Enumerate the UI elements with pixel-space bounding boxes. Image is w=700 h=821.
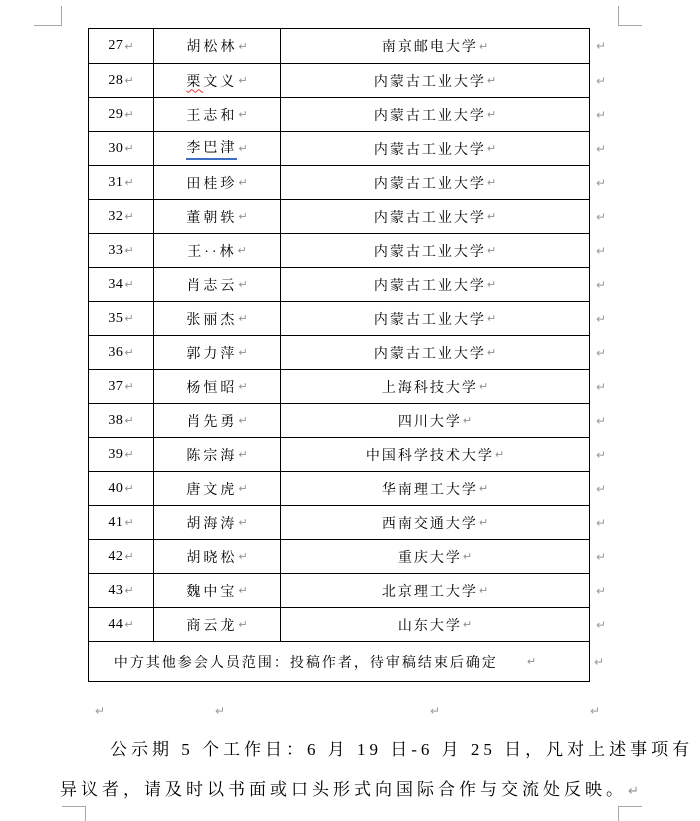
table-row — [89, 607, 606, 641]
university-name: 内蒙古工业大学 — [373, 176, 486, 192]
university-name: 华南理工大学 — [381, 482, 478, 498]
paragraph-mark-icon: ↵ — [238, 380, 248, 393]
paragraph-mark-icon: ↵ — [486, 244, 497, 257]
row-number: 38 — [108, 412, 124, 428]
table-row — [89, 573, 606, 607]
paragraph-mark-icon: ↵ — [238, 346, 248, 359]
row-number-cell — [89, 132, 153, 165]
name-cell — [153, 540, 280, 573]
paragraph-mark-icon: ↵ — [124, 482, 134, 495]
row-number-cell — [89, 166, 153, 199]
row-number-cell — [89, 336, 153, 369]
paragraph-mark-icon: ↵ — [124, 244, 134, 257]
row-number: 44 — [108, 616, 124, 632]
row-number-cell — [89, 370, 153, 403]
name-cell — [153, 438, 280, 471]
table-row — [89, 471, 606, 505]
table-row — [89, 267, 606, 301]
paragraph-mark-icon: ↵ — [486, 108, 497, 121]
name-cell — [153, 302, 280, 335]
paragraph-mark-icon: ↵ — [124, 448, 134, 461]
university-name: 内蒙古工业大学 — [373, 74, 486, 90]
paragraph-mark-icon: ↵ — [526, 655, 537, 668]
paragraph-mark-icon: ↵ — [486, 346, 497, 359]
university-cell — [280, 404, 589, 437]
university-name: 中国科学技术大学 — [365, 448, 494, 464]
participant-name: 魏中宝 — [186, 584, 238, 600]
paragraph-mark-icon: ↵ — [486, 312, 497, 325]
crop-mark-top-right — [618, 6, 642, 26]
row-number-cell — [89, 200, 153, 233]
university-cell — [280, 506, 589, 539]
university-name: 内蒙古工业大学 — [373, 278, 486, 294]
university-cell — [280, 268, 589, 301]
participant-name: 王··林 — [187, 244, 237, 260]
paragraph-mark-icon: ↵ — [124, 108, 134, 121]
university-cell — [280, 302, 589, 335]
table-row — [89, 301, 606, 335]
university-name: 西南交通大学 — [381, 516, 478, 532]
name-cell — [153, 200, 280, 233]
row-number-cell — [89, 574, 153, 607]
name-cell — [153, 336, 280, 369]
name-cell — [153, 29, 280, 63]
footer-note: 中方其他参会人员范围：投稿作者，待审稿结束后确定 — [113, 655, 498, 671]
row-end-mark-icon: ↵ — [595, 413, 606, 428]
university-cell — [280, 574, 589, 607]
crop-mark-top-left — [34, 6, 62, 26]
row-number: 33 — [108, 242, 124, 258]
closing-line-1: 公示期 5 个工作日：6 月 19 日-6 月 25 日，凡对上述事项有 — [110, 740, 694, 759]
row-end-mark-icon: ↵ — [595, 447, 606, 462]
paragraph-mark-icon: ↵ — [478, 39, 489, 53]
row-end-mark-icon: ↵ — [593, 654, 606, 669]
paragraph-mark-icon: ↵ — [478, 482, 489, 495]
row-end-mark-icon: ↵ — [595, 583, 606, 598]
university-name: 上海科技大学 — [381, 380, 478, 396]
row-number-cell — [89, 98, 153, 131]
row-end-mark-icon: ↵ — [590, 704, 601, 718]
row-end-mark-icon: ↵ — [595, 141, 606, 156]
name-cell — [153, 132, 280, 165]
name-cell — [153, 574, 280, 607]
row-number-cell — [89, 472, 153, 505]
table-row — [89, 29, 606, 63]
paragraph-mark-icon: ↵ — [124, 312, 134, 325]
participant-name: 李巴津 — [186, 137, 237, 160]
row-number-cell — [89, 608, 153, 641]
table-rows — [89, 29, 606, 641]
row-end-mark-icon: ↵ — [595, 379, 606, 394]
row-end-mark-icon: ↵ — [595, 39, 606, 53]
university-name: 南京邮电大学 — [381, 40, 478, 55]
paragraph-mark-icon: ↵ — [238, 142, 248, 155]
participant-name: 董朝轶 — [186, 210, 238, 226]
paragraph-mark-icon: ↵ — [238, 108, 248, 121]
university-name: 内蒙古工业大学 — [373, 108, 486, 124]
table-row — [89, 505, 606, 539]
row-end-mark-icon: ↵ — [595, 209, 606, 224]
university-name: 内蒙古工业大学 — [373, 210, 486, 226]
paragraph-mark-icon: ↵ — [124, 618, 134, 631]
paragraph-mark-icon: ↵ — [238, 414, 248, 427]
paragraph-mark-icon: ↵ — [237, 244, 247, 257]
row-number-cell — [89, 404, 153, 437]
row-end-mark-icon: ↵ — [595, 243, 606, 258]
table-row — [89, 335, 606, 369]
name-cell — [153, 506, 280, 539]
table-row — [89, 539, 606, 573]
paragraph-mark-icon: ↵ — [124, 74, 134, 87]
table-row — [89, 437, 606, 471]
paragraph-mark-icon: ↵ — [124, 346, 134, 359]
participant-name: 王志和 — [186, 108, 238, 124]
name-cell — [153, 370, 280, 403]
paragraph-mark-icon: ↵ — [238, 176, 248, 189]
closing-line-2 — [60, 770, 642, 810]
university-cell — [280, 608, 589, 641]
row-number: 35 — [108, 310, 124, 326]
paragraph-mark-icon: ↵ — [628, 784, 639, 799]
paragraph-mark-icon: ↵ — [486, 210, 497, 223]
paragraph-mark-icon: ↵ — [124, 142, 134, 155]
paragraph-mark-icon: ↵ — [124, 516, 134, 529]
paragraph-mark-icon: ↵ — [478, 584, 489, 597]
paragraph-mark-icon: ↵ — [238, 278, 248, 291]
university-cell — [280, 438, 589, 471]
row-number: 40 — [108, 480, 124, 496]
row-number: 34 — [108, 276, 124, 292]
paragraph-mark-icon: ↵ — [238, 39, 248, 53]
name-cell — [153, 404, 280, 437]
row-end-mark-icon: ↵ — [595, 277, 606, 292]
participant-name: 胡晓松 — [186, 550, 238, 566]
participant-name: 栗文义 — [186, 74, 238, 90]
table-row — [89, 199, 606, 233]
row-number-cell — [89, 438, 153, 471]
participant-name: 郭力萍 — [186, 346, 238, 362]
row-number-cell — [89, 29, 153, 63]
paragraph-mark-icon: ↵ — [124, 414, 134, 427]
row-end-mark-icon: ↵ — [595, 73, 606, 88]
name-cell — [153, 64, 280, 97]
row-end-mark-icon: ↵ — [595, 175, 606, 190]
row-number: 37 — [108, 378, 124, 394]
empty-line-formatting-marks — [0, 704, 700, 722]
row-number: 30 — [108, 140, 124, 156]
paragraph-mark-icon: ↵ — [124, 380, 134, 393]
name-cell — [153, 268, 280, 301]
row-number-cell — [89, 268, 153, 301]
university-name: 内蒙古工业大学 — [373, 244, 486, 260]
university-cell — [280, 540, 589, 573]
row-end-mark-icon: ↵ — [595, 107, 606, 122]
spellcheck-marked-char: 栗 — [186, 74, 204, 90]
university-name: 内蒙古工业大学 — [373, 346, 486, 362]
row-number-cell — [89, 302, 153, 335]
university-cell — [280, 234, 589, 267]
table-row — [89, 131, 606, 165]
name-cell — [153, 234, 280, 267]
row-number-cell — [89, 540, 153, 573]
participant-name: 张丽杰 — [186, 312, 238, 328]
university-cell — [280, 98, 589, 131]
paragraph-mark-icon: ↵ — [486, 142, 497, 155]
university-name: 内蒙古工业大学 — [373, 142, 486, 158]
table-row — [89, 403, 606, 437]
participant-name: 唐文虎 — [186, 482, 238, 498]
participants-table — [88, 28, 606, 682]
paragraph-mark-icon: ↵ — [486, 74, 497, 87]
table-row — [89, 97, 606, 131]
row-end-mark-icon: ↵ — [595, 617, 606, 632]
paragraph-mark-icon: ↵ — [486, 176, 497, 189]
paragraph-mark-icon: ↵ — [95, 704, 106, 718]
paragraph-mark-icon: ↵ — [215, 704, 226, 718]
paragraph-mark-icon: ↵ — [238, 312, 248, 325]
paragraph-mark-icon: ↵ — [486, 278, 497, 291]
name-cell — [153, 98, 280, 131]
closing-line-2-text: 异议者，请及时以书面或口头形式向国际合作与交流处反映。 — [60, 780, 627, 799]
row-number-cell — [89, 234, 153, 267]
university-name: 重庆大学 — [397, 550, 462, 566]
university-cell — [280, 166, 589, 199]
row-number: 27 — [108, 38, 124, 53]
university-cell — [280, 29, 589, 63]
row-number: 36 — [108, 344, 124, 360]
university-name: 山东大学 — [397, 618, 462, 634]
paragraph-mark-icon: ↵ — [238, 516, 248, 529]
name-cell — [153, 472, 280, 505]
participant-name: 商云龙 — [186, 618, 238, 634]
participant-name: 杨恒昭 — [186, 380, 238, 396]
paragraph-mark-icon: ↵ — [238, 210, 248, 223]
paragraph-mark-icon: ↵ — [124, 39, 134, 53]
university-cell — [280, 472, 589, 505]
row-number: 39 — [108, 446, 124, 462]
closing-paragraph — [60, 730, 694, 810]
paragraph-mark-icon: ↵ — [478, 380, 489, 393]
row-number: 41 — [108, 514, 124, 530]
paragraph-mark-icon: ↵ — [124, 550, 134, 563]
paragraph-mark-icon: ↵ — [238, 584, 248, 597]
paragraph-mark-icon: ↵ — [124, 278, 134, 291]
university-cell — [280, 200, 589, 233]
university-name: 四川大学 — [397, 414, 462, 430]
name-cell — [153, 608, 280, 641]
name-cell — [153, 166, 280, 199]
paragraph-mark-icon: ↵ — [238, 448, 248, 461]
paragraph-mark-icon: ↵ — [430, 704, 441, 718]
paragraph-mark-icon: ↵ — [238, 618, 248, 631]
participant-name: 肖志云 — [186, 278, 238, 294]
participant-name: 田桂珍 — [186, 176, 238, 192]
row-end-mark-icon: ↵ — [595, 549, 606, 564]
table-row — [89, 63, 606, 97]
participant-name: 胡海涛 — [186, 516, 238, 532]
university-cell — [280, 132, 589, 165]
row-number: 29 — [108, 106, 124, 122]
row-end-mark-icon: ↵ — [595, 345, 606, 360]
row-number: 42 — [108, 548, 124, 564]
paragraph-mark-icon: ↵ — [124, 210, 134, 223]
participant-name: 胡松林 — [186, 40, 238, 55]
row-number-cell — [89, 506, 153, 539]
paragraph-mark-icon: ↵ — [494, 448, 505, 461]
paragraph-mark-icon: ↵ — [238, 482, 248, 495]
paragraph-mark-icon: ↵ — [462, 618, 473, 631]
table-row — [89, 165, 606, 199]
table-row — [89, 233, 606, 267]
university-name: 内蒙古工业大学 — [373, 312, 486, 328]
university-name: 北京理工大学 — [381, 584, 478, 600]
paragraph-mark-icon: ↵ — [124, 176, 134, 189]
paragraph-mark-icon: ↵ — [238, 74, 248, 87]
participant-name: 陈宗海 — [186, 448, 238, 464]
row-number: 28 — [108, 72, 124, 88]
row-number: 43 — [108, 582, 124, 598]
row-number: 31 — [108, 174, 124, 190]
university-cell — [280, 336, 589, 369]
row-end-mark-icon: ↵ — [595, 311, 606, 326]
row-end-mark-icon: ↵ — [595, 515, 606, 530]
university-cell — [280, 370, 589, 403]
row-number: 32 — [108, 208, 124, 224]
paragraph-mark-icon: ↵ — [238, 550, 248, 563]
table-footer-row — [89, 641, 606, 681]
paragraph-mark-icon: ↵ — [462, 414, 473, 427]
paragraph-mark-icon: ↵ — [124, 584, 134, 597]
paragraph-mark-icon: ↵ — [478, 516, 489, 529]
university-cell — [280, 64, 589, 97]
paragraph-mark-icon: ↵ — [462, 550, 473, 563]
row-number-cell — [89, 64, 153, 97]
participant-name: 肖先勇 — [186, 414, 238, 430]
table-row — [89, 369, 606, 403]
row-end-mark-icon: ↵ — [595, 481, 606, 496]
